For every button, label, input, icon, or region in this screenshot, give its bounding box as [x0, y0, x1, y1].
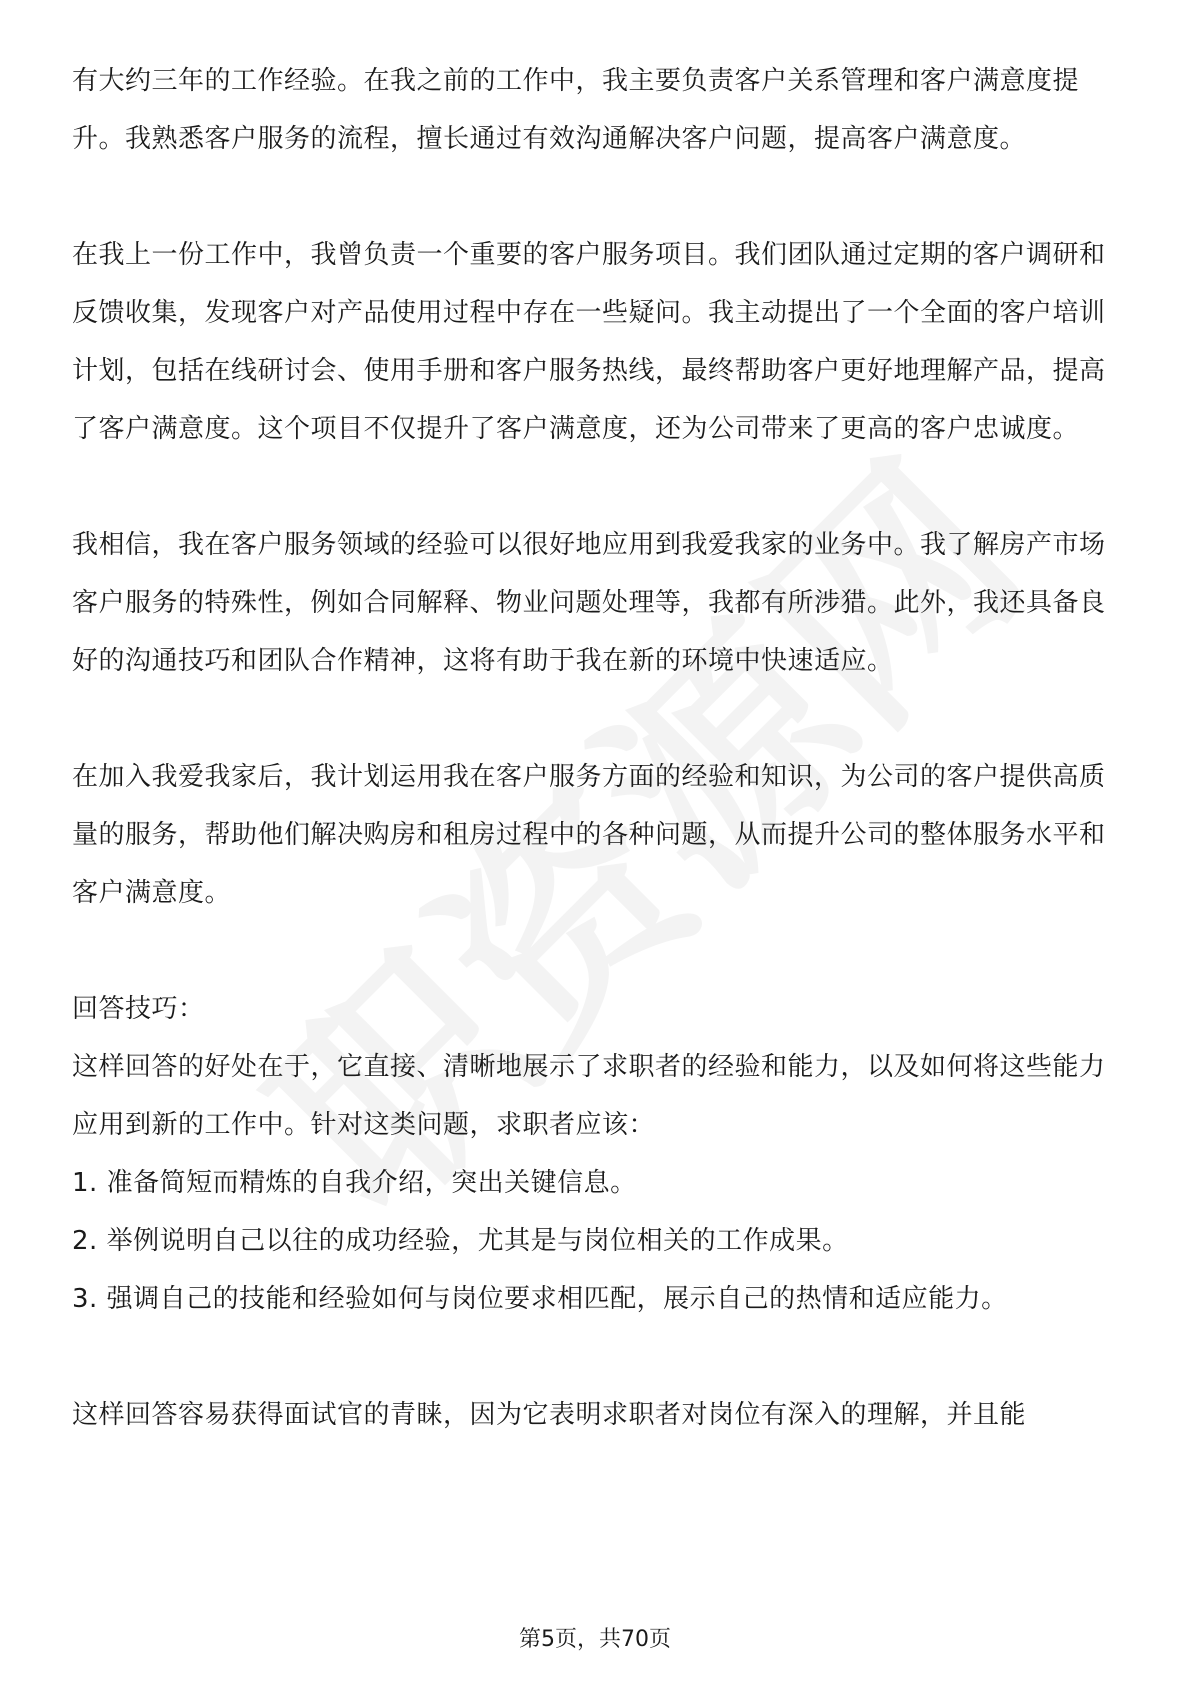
page-number: 第5页，共70页 [519, 1627, 671, 1652]
tips-list-item-3: 3. 强调自己的技能和经验如何与岗位要求相匹配，展示自己的热情和适应能力。 [72, 1284, 1008, 1314]
tips-intro: 这样回答的好处在于，它直接、清晰地展示了求职者的经验和能力，以及如何将这些能力应用到新的工作中。针对这类问题，求职者应该： [72, 1052, 1106, 1140]
spacer [72, 1328, 1122, 1386]
paragraph-plan: 在加入我爱我家后，我计划运用我在客户服务方面的经验和知识，为公司的客户提供高质量的服务，帮助他们解决购房和租房过程中的各种问题，从而提升公司的整体服务水平和客户满意度。 [72, 762, 1106, 908]
paragraph-experience: 有大约三年的工作经验。在我之前的工作中，我主要负责客户关系管理和客户满意度提升。我熟悉客户服务的流程，擅长通过有效沟通解决客户问题，提高客户满意度。 [72, 66, 1080, 154]
tips-heading: 回答技巧： [72, 994, 205, 1024]
paragraph-application: 我相信，我在客户服务领域的经验可以很好地应用到我爱我家的业务中。我了解房产市场客户服务的特殊性，例如合同解释、物业问题处理等，我都有所涉猎。此外，我还具备良好的沟通技巧和团队合作精神，这将有助于我在新的环境中快速适应。 [72, 530, 1106, 676]
paragraph-conclusion: 这样回答容易获得面试官的青睐，因为它表明求职者对岗位有深入的理解，并且能 [72, 1400, 1027, 1430]
document-body [72, 52, 1122, 1444]
tips-list-item-1: 1. 准备简短而精炼的自我介绍，突出关键信息。 [72, 1168, 637, 1198]
paragraph-project: 在我上一份工作中，我曾负责一个重要的客户服务项目。我们团队通过定期的客户调研和反馈收集，发现客户对产品使用过程中存在一些疑问。我主动提出了一个全面的客户培训计划，包括在线研讨会、使用手册和客户服务热线，最终帮助客户更好地理解产品，提高了客户满意度。这个项目不仅提升了客户满意度，还为公司带来了更高的客户忠诚度。 [72, 240, 1106, 444]
tips-list-item-2: 2. 举例说明自己以往的成功经验，尤其是与岗位相关的工作成果。 [72, 1226, 849, 1256]
